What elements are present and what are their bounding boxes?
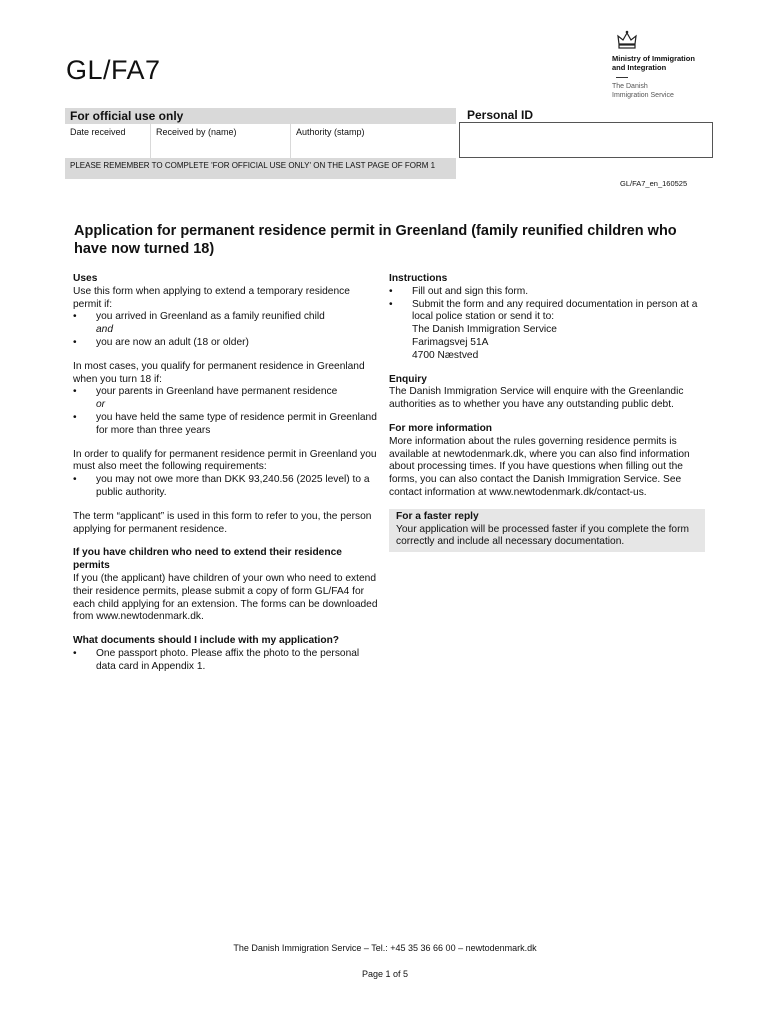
faster-reply-heading: For a faster reply [396, 510, 479, 522]
documents-list [73, 648, 381, 674]
date-received-field[interactable]: Date received [65, 124, 151, 158]
personal-id-field[interactable] [459, 122, 713, 158]
form-reference: GL/FA7_en_160525 [620, 179, 688, 188]
more-info-text: More information about the rules governing residence permits is available at newtodenmark.dk, where you can also find information about processing times. If you have questions when filling out the forms, you can also contact the Danish Immigration Service. See contact information at www.newtodenmark.dk/contact-us. [389, 435, 690, 498]
official-use-reminder: PLEASE REMEMBER TO COMPLETE 'FOR OFFICIAL USE ONLY' ON THE LAST PAGE OF FORM 1 [65, 159, 456, 179]
received-by-field[interactable]: Received by (name) [151, 124, 291, 158]
children-heading: If you have children who need to extend their residence permits [73, 547, 342, 572]
qualify-text: In most cases, you qualify for permanent residence in Greenland when you turn 18 if: [73, 360, 365, 385]
footer-contact: The Danish Immigration Service – Tel.: +45 35 36 66 00 – newtodenmark.dk [233, 943, 537, 953]
official-use-title: For official use only [65, 108, 456, 124]
personal-id-label: Personal ID [467, 108, 534, 122]
documents-heading: What documents should I include with my application? [73, 635, 340, 647]
uses-heading: Uses [73, 273, 98, 284]
official-use-box [65, 108, 456, 179]
list-item: • you may not owe more than DKK 93,240.56 (2025 level) to a public authority. [73, 474, 381, 500]
crown-icon [616, 30, 638, 50]
applicant-definition: The term “applicant” is used in this form to refer to you, the person applying for permanent residence. [73, 510, 372, 535]
left-column [73, 273, 381, 674]
qualify-list [73, 386, 381, 437]
logo-divider [616, 77, 628, 78]
instructions-heading: Instructions [389, 273, 448, 284]
address-line: Farimagsvej 51A [412, 336, 489, 348]
authority-stamp-field[interactable]: Authority (stamp) [296, 127, 365, 137]
page-number: Page 1 of 5 [361, 969, 409, 979]
faster-reply-box [389, 509, 705, 552]
address-line: The Danish Immigration Service [412, 324, 557, 336]
requirements-text: In order to qualify for permanent residence permit in Greenland you must also meet the following requirements: [73, 448, 377, 473]
list-item: • Submit the form and any required documentation in person at a local police station or send it to: The Danish Immigration Service Farimagsvej 51A 4700 Næstved [389, 299, 705, 363]
uses-list [73, 311, 381, 349]
list-item: • Fill out and sign this form. [389, 286, 705, 299]
ministry-logo [612, 30, 712, 100]
requirements-list [73, 474, 381, 500]
more-info-heading: For more information [389, 422, 493, 434]
ministry-name: Ministry of Immigration and Integration [612, 54, 695, 72]
children-text: If you (the applicant) have children of your own who need to extend their residence permits, please submit a copy of form GL/FA4 for each child applying for an extension. The forms can be downloaded from www.newtodenmark.dk. [73, 572, 378, 623]
uses-text: Use this form when applying to extend a temporary residence permit if: [73, 285, 350, 310]
list-item: • you are now an adult (18 or older) [73, 337, 381, 350]
instructions-list [389, 286, 705, 363]
page-title: Application for permanent residence permit in Greenland (family reunified children who have now turned 18) [74, 223, 677, 257]
list-item: • you have held the same type of residence permit in Greenland for more than three years [73, 412, 381, 438]
right-column [389, 273, 705, 552]
list-item: • you arrived in Greenland as a family reunified child and [73, 311, 381, 337]
service-name: The Danish Immigration Service [612, 83, 674, 99]
address-line: 4700 Næstved [412, 349, 479, 361]
faster-reply-text: Your application will be processed faster if you complete the form correctly and include all necessary documentation. [396, 523, 689, 548]
form-code: GL/FA7 [66, 55, 161, 85]
list-item: • your parents in Greenland have permanent residence or [73, 386, 381, 412]
list-item: • One passport photo. Please affix the photo to the personal data card in Appendix 1. [73, 648, 381, 674]
enquiry-text: The Danish Immigration Service will enquire with the Greenlandic authorities as to whether you have any outstanding public debt. [389, 386, 684, 411]
enquiry-heading: Enquiry [389, 373, 427, 385]
